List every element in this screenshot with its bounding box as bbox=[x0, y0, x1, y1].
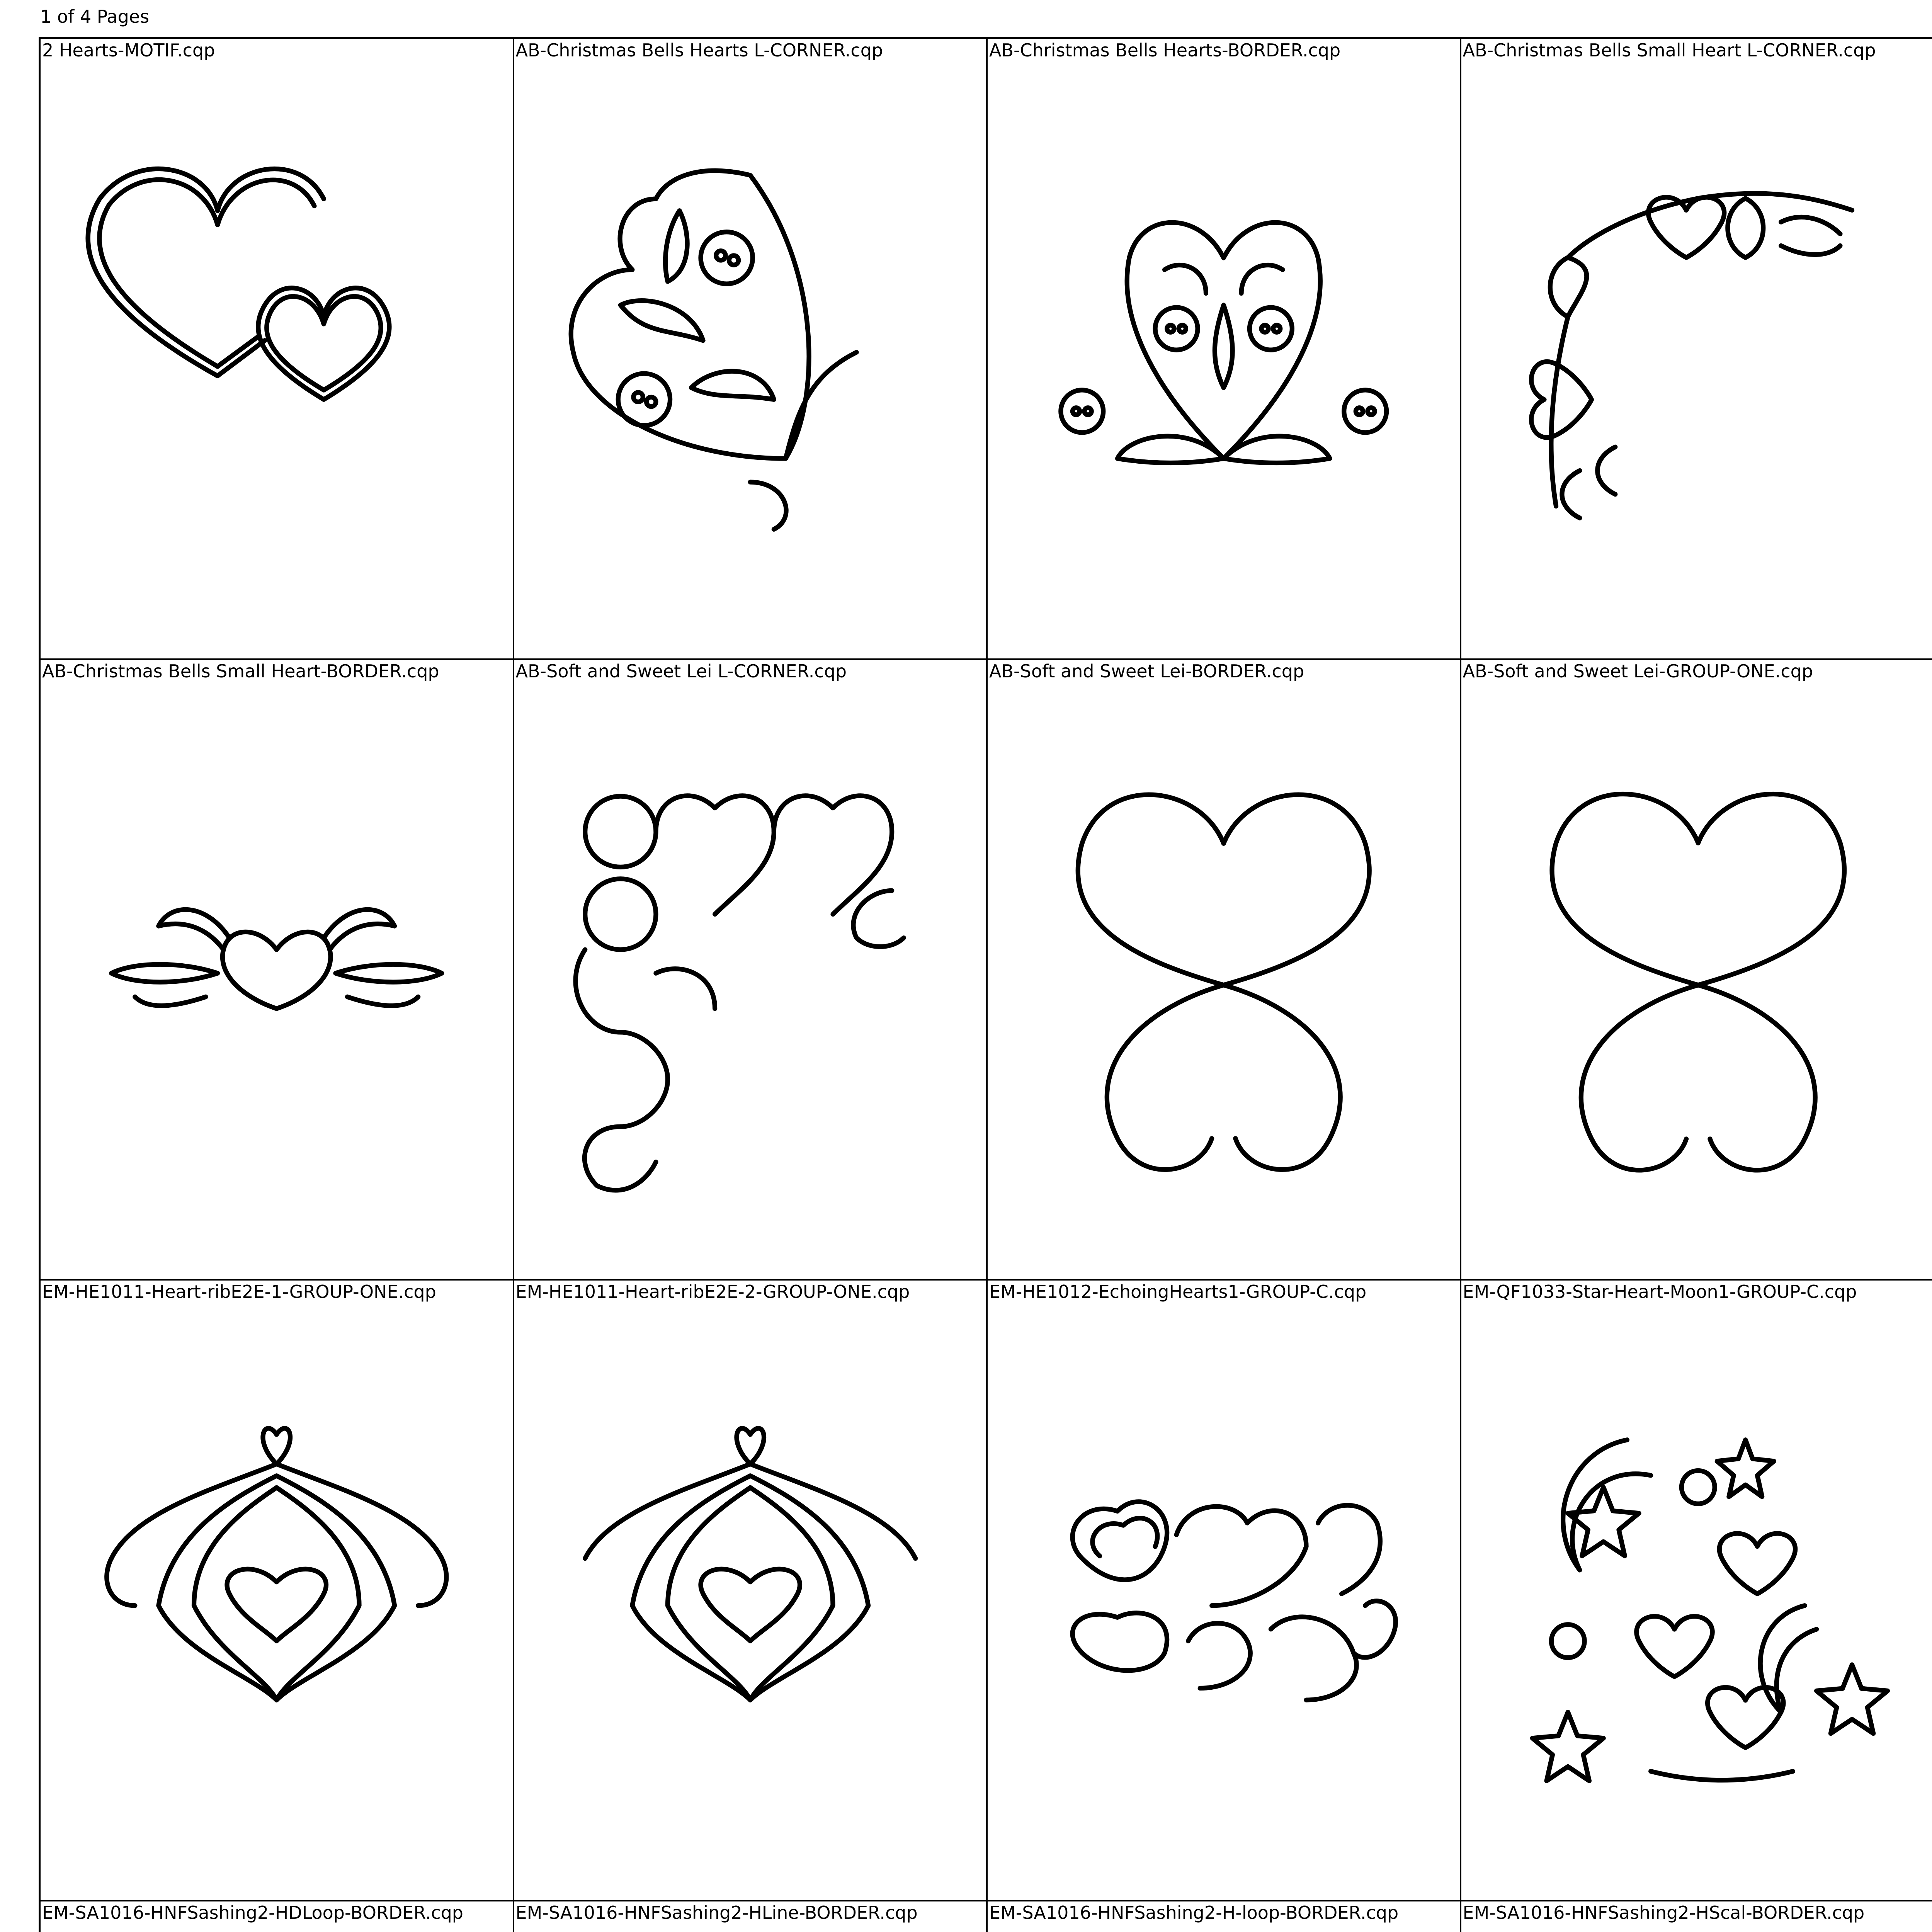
design-cell[interactable] bbox=[988, 39, 1461, 660]
design-filename: AB-Christmas Bells Small Heart L-CORNER.cqp bbox=[1463, 40, 1876, 61]
design-filename: AB-Christmas Bells Small Heart-BORDER.cqp bbox=[42, 660, 439, 682]
design-filename: AB-Soft and Sweet Lei-BORDER.cqp bbox=[989, 660, 1304, 682]
design-cell[interactable] bbox=[988, 660, 1461, 1281]
design-cell[interactable] bbox=[41, 1281, 514, 1901]
design-cell[interactable] bbox=[514, 39, 988, 660]
design-cell[interactable] bbox=[41, 660, 514, 1281]
design-filename: 2 Hearts-MOTIF.cqp bbox=[42, 40, 215, 61]
star-heart-moon-icon bbox=[1461, 1311, 1932, 1900]
design-cell[interactable] bbox=[988, 1901, 1461, 1932]
design-cell[interactable] bbox=[41, 39, 514, 660]
heart-rib-icon bbox=[41, 1311, 513, 1900]
lei-heart-icon bbox=[1461, 691, 1932, 1279]
design-cell[interactable] bbox=[1461, 660, 1932, 1281]
design-filename: EM-QF1033-Star-Heart-Moon1-GROUP-C.cqp bbox=[1463, 1281, 1857, 1302]
design-cell[interactable] bbox=[514, 660, 988, 1281]
design-cell[interactable] bbox=[1461, 1281, 1932, 1901]
design-catalog-grid bbox=[39, 37, 1932, 1932]
paisley-heart-border-icon bbox=[988, 70, 1460, 658]
design-filename: AB-Christmas Bells Hearts L-CORNER.cqp bbox=[515, 40, 883, 61]
design-cell[interactable] bbox=[514, 1281, 988, 1901]
design-filename: EM-HE1012-EchoingHearts1-GROUP-C.cqp bbox=[989, 1281, 1367, 1302]
design-cell[interactable] bbox=[1461, 1901, 1932, 1932]
design-cell[interactable] bbox=[988, 1281, 1461, 1901]
paisley-heart-corner-icon bbox=[514, 70, 986, 658]
design-cell[interactable] bbox=[514, 1901, 988, 1932]
design-cell[interactable] bbox=[1461, 39, 1932, 660]
page-count: 1 of 4 Pages bbox=[40, 6, 150, 27]
lei-corner-icon bbox=[514, 691, 986, 1279]
heart-rib-icon bbox=[514, 1311, 986, 1900]
design-cell[interactable] bbox=[41, 1901, 514, 1932]
design-filename: AB-Soft and Sweet Lei L-CORNER.cqp bbox=[515, 660, 847, 682]
design-filename: EM-SA1016-HNFSashing2-H-loop-BORDER.cqp bbox=[989, 1902, 1399, 1923]
echoing-hearts-icon bbox=[988, 1311, 1460, 1900]
design-filename: EM-SA1016-HNFSashing2-HScal-BORDER.cqp bbox=[1463, 1902, 1865, 1923]
design-filename: EM-HE1011-Heart-ribE2E-2-GROUP-ONE.cqp bbox=[515, 1281, 910, 1302]
design-filename: AB-Christmas Bells Hearts-BORDER.cqp bbox=[989, 40, 1341, 61]
design-filename: EM-SA1016-HNFSashing2-HDLoop-BORDER.cqp bbox=[42, 1902, 464, 1923]
lei-heart-icon bbox=[988, 691, 1460, 1279]
design-filename: AB-Soft and Sweet Lei-GROUP-ONE.cqp bbox=[1463, 660, 1813, 682]
design-filename: EM-SA1016-HNFSashing2-HLine-BORDER.cqp bbox=[515, 1902, 918, 1923]
two-hearts-motif-icon bbox=[41, 70, 513, 658]
design-filename: EM-HE1011-Heart-ribE2E-1-GROUP-ONE.cqp bbox=[42, 1281, 436, 1302]
small-heart-corner-icon bbox=[1461, 70, 1932, 658]
small-heart-border-icon bbox=[41, 691, 513, 1279]
